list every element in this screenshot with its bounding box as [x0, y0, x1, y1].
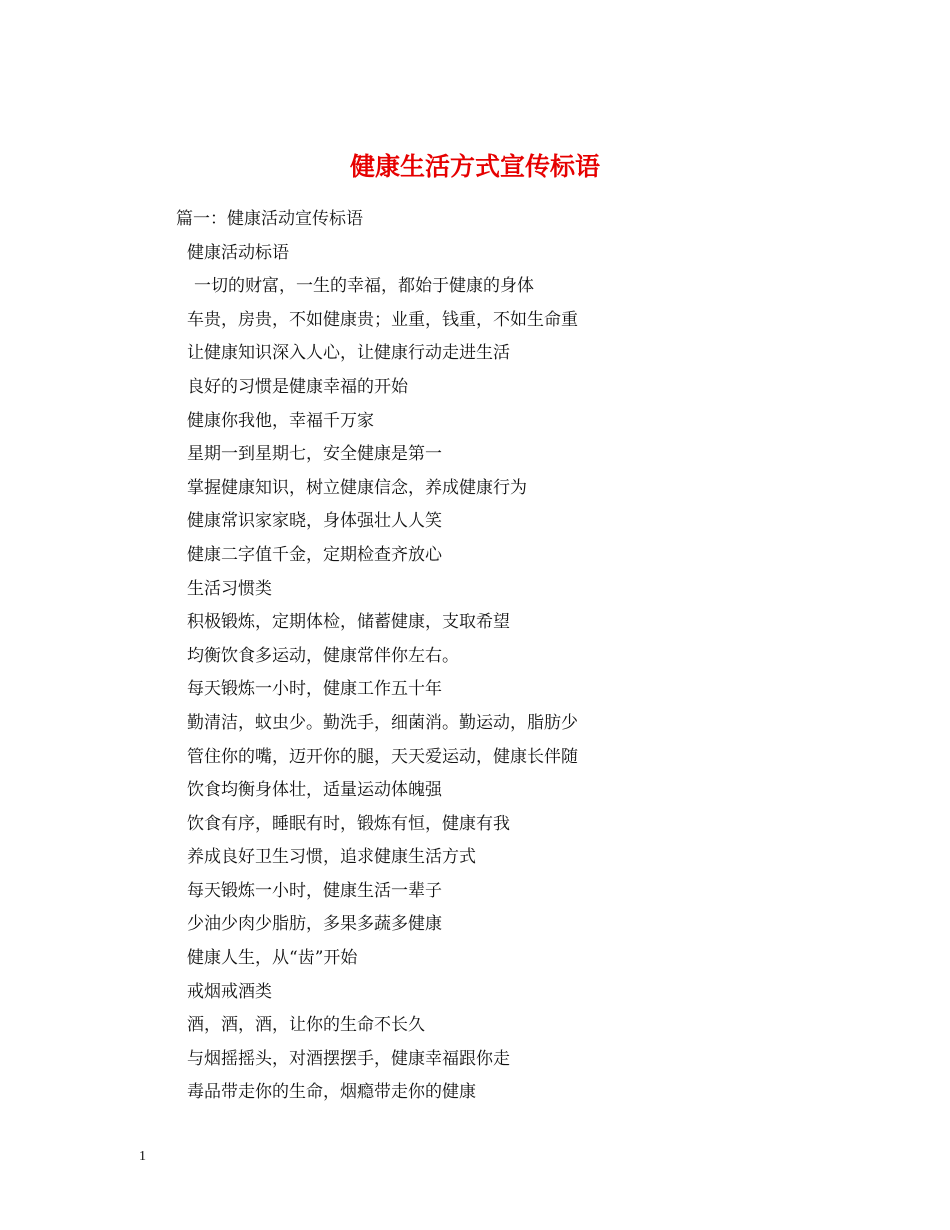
slogan-line: 管住你的嘴，迈开你的腿，天天爱运动，健康长伴随 — [187, 746, 578, 767]
slogan-line: 戒烟戒酒类 — [187, 981, 272, 1002]
slogan-line: 均衡饮食多运动，健康常伴你左右。 — [187, 645, 459, 666]
slogan-line: 饮食均衡身体壮，适量运动体魄强 — [187, 780, 442, 801]
slogan-line: 健康人生，从“齿”开始 — [187, 948, 358, 969]
slogan-line: 星期一到星期七，安全健康是第一 — [187, 444, 442, 465]
page-title: 健康生活方式宣传标语 — [349, 151, 600, 181]
slogan-line: 积极锻炼，定期体检，储蓄健康，支取希望 — [187, 612, 510, 633]
slogan-line: 少油少肉少脂肪，多果多蔬多健康 — [187, 914, 442, 935]
slogan-line: 勤清洁，蚊虫少。勤洗手，细菌消。勤运动，脂肪少 — [187, 712, 578, 733]
slogan-line: 生活习惯类 — [187, 578, 272, 599]
slogan-line: 健康二字值千金，定期检查齐放心 — [187, 544, 442, 565]
slogan-line: 养成良好卫生习惯，追求健康生活方式 — [187, 847, 476, 868]
page-number: 1 — [139, 1149, 146, 1164]
slogan-list — [176, 203, 656, 1110]
slogan-line: 良好的习惯是健康幸福的开始 — [187, 376, 408, 397]
slogan-line: 掌握健康知识，树立健康信念，养成健康行为 — [187, 477, 527, 498]
slogan-line: 每天锻炼一小时，健康工作五十年 — [187, 679, 442, 700]
slogan-line: 酒，酒，酒，让你的生命不长久 — [187, 1015, 425, 1036]
slogan-line: 健康活动标语 — [187, 242, 289, 263]
section-heading: 篇一：健康活动宣传标语 — [176, 209, 363, 229]
slogan-line: 健康你我他，幸福千万家 — [187, 410, 374, 431]
slogan-line: 让健康知识深入人心，让健康行动走进生活 — [187, 343, 510, 364]
slogan-line: 饮食有序，睡眠有时，锻炼有恒，健康有我 — [187, 813, 510, 834]
slogan-line: 一切的财富，一生的幸福，都始于健康的身体 — [194, 276, 534, 297]
slogan-line: 车贵，房贵，不如健康贵；业重，钱重，不如生命重 — [187, 309, 578, 330]
slogan-line: 每天锻炼一小时，健康生活一辈子 — [187, 880, 442, 901]
slogan-line: 毒品带走你的生命，烟瘾带走你的健康 — [187, 1082, 476, 1103]
slogan-line: 健康常识家家晓，身体强壮人人笑 — [187, 511, 442, 532]
slogan-line: 与烟摇摇头，对酒摆摆手，健康幸福跟你走 — [187, 1048, 510, 1069]
